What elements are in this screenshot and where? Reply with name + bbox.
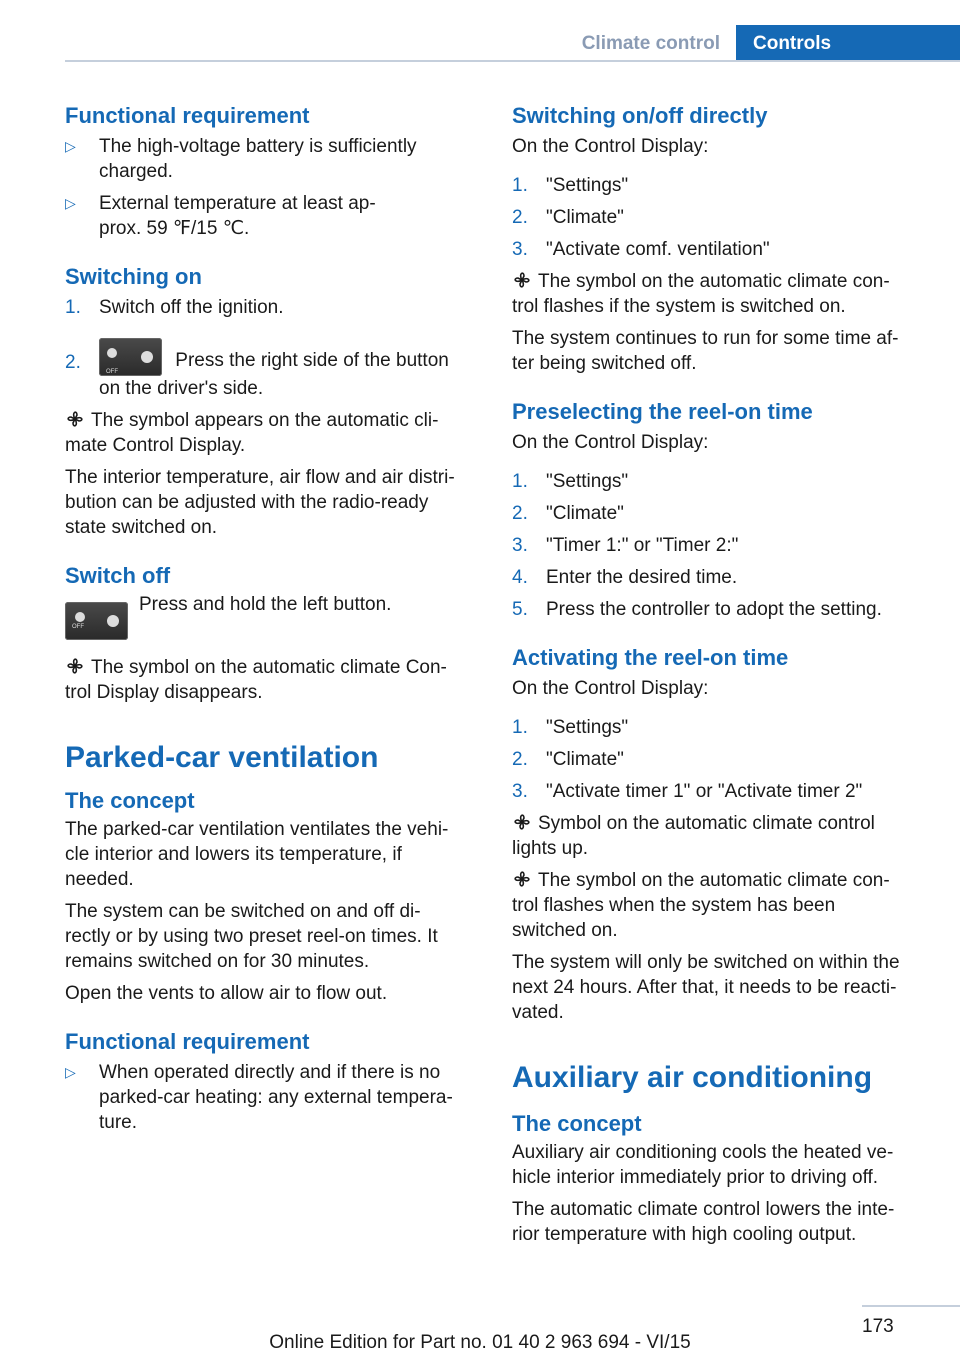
list-item: 1. "Settings" <box>512 471 629 492</box>
heading-functional-requirement: Functional requirement <box>65 103 310 128</box>
preselect-steps <box>512 469 926 622</box>
direct-steps <box>512 173 926 262</box>
fan-icon <box>512 869 532 889</box>
activate-note: The symbol on the automatic climate con‐ trol flashes when the system has been switched on. <box>512 870 890 941</box>
aux-paragraph: Auxiliary air conditioning cools the heated ve‐ hicle interior immediately prior to driving off. <box>512 1142 894 1188</box>
list-item: ▷ The high-voltage battery is sufficiently charged. <box>65 136 417 182</box>
concept-paragraph: Open the vents to allow air to flow out. <box>65 983 388 1004</box>
switch-off-note: The symbol on the automatic climate Con‐ trol Display disappears. <box>65 657 447 703</box>
fan-icon <box>512 812 532 832</box>
list-item: 3. "Timer 1:" or "Timer 2:" <box>512 535 739 556</box>
switching-on-note: The symbol appears on the automatic cli‐ mate Control Display. <box>65 410 439 456</box>
button-off-label: OFF <box>106 369 118 375</box>
triangle-bullet-icon: ▷ <box>65 1064 76 1080</box>
switch-off-row <box>65 592 477 640</box>
heading-the-concept: The concept <box>65 788 195 813</box>
list-item: 2. "Climate" <box>512 503 624 524</box>
list-item: 2. "Climate" <box>512 749 624 770</box>
page-number: 173 <box>862 1316 894 1337</box>
heading-switch-off: Switch off <box>65 563 171 588</box>
aux-paragraph: The automatic climate control lowers the inte‐ rior temperature with high cooling output. <box>512 1199 895 1245</box>
intro-text: On the Control Display: <box>512 678 709 699</box>
intro-text: On the Control Display: <box>512 432 709 453</box>
triangle-bullet-icon: ▷ <box>65 138 76 154</box>
concept-paragraph: The parked-car ventilation ventilates the vehi‐ cle interior and lowers its temperature, if needed. <box>65 819 449 890</box>
fan-icon <box>65 656 85 676</box>
list-item: 3. "Activate timer 1" or "Activate timer 2" <box>512 781 863 802</box>
requirement-list <box>65 134 477 241</box>
heading-preselecting: Preselecting the reel-on time <box>512 399 813 424</box>
heading-switching-on-off-directly: Switching on/off directly <box>512 103 768 128</box>
header-rule <box>65 60 960 62</box>
fan-icon <box>65 602 128 640</box>
list-item: 1. Switch off the ignition. <box>65 297 284 318</box>
activate-steps <box>512 715 926 804</box>
concept-paragraph: The system can be switched on and off di‐ rectly or by using two preset reel-on times. It remains switched on for 30 minutes. <box>65 901 438 972</box>
list-item: 1. "Settings" <box>512 717 629 738</box>
list-item: 1. "Settings" <box>512 175 629 196</box>
section-title: Climate control <box>581 33 720 54</box>
list-item: 5. Press the controller to adopt the setting. <box>512 599 882 620</box>
right-column <box>512 100 926 1247</box>
left-column <box>65 100 477 1135</box>
list-item: 4. Enter the desired time. <box>512 567 738 588</box>
edition-text: Online Edition for Part no. 01 40 2 963 694 - VI/15 <box>269 1332 691 1353</box>
ventilation-button-image <box>99 338 162 376</box>
page-header <box>0 25 960 62</box>
list-item: ▷ External temperature at least ap‐ prox. 59 ℉/15 ℃. <box>65 193 376 239</box>
list-item: 3. "Activate comf. ventilation" <box>512 239 770 260</box>
switch-off-text: Press and hold the left button. <box>139 594 392 615</box>
activate-note: Symbol on the automatic climate control lights up. <box>512 813 875 859</box>
heading-activating: Activating the reel-on time <box>512 645 789 670</box>
heading-functional-requirement: Functional requirement <box>65 1029 310 1054</box>
direct-note: The symbol on the automatic climate con‐ trol flashes if the system is switched on. <box>512 271 890 317</box>
chapter-tab: Controls <box>736 25 960 62</box>
list-item: 2. OFF Press the right side of the button on the driver's side. <box>65 338 477 401</box>
heading-switching-on: Switching on <box>65 264 202 289</box>
heading-the-concept: The concept <box>512 1111 642 1136</box>
activate-paragraph: The system will only be switched on within the next 24 hours. After that, it needs to be reacti‐ vated. <box>512 952 900 1023</box>
heading-parked-car-ventilation: Parked-car ventilation <box>65 741 379 774</box>
heading-auxiliary-air-conditioning: Auxiliary air conditioning <box>512 1061 873 1094</box>
intro-text: On the Control Display: <box>512 136 709 157</box>
ventilation-button-image <box>65 602 128 640</box>
list-item: 2. "Climate" <box>512 207 624 228</box>
button-off-label: OFF <box>72 624 84 630</box>
switching-on-steps <box>65 295 477 401</box>
footer-rule <box>862 1305 960 1307</box>
direct-paragraph: The system continues to run for some time af‐ ter being switched off. <box>512 328 899 374</box>
switching-on-paragraph: The interior temperature, air flow and air distri‐ bution can be adjusted with the radio-ready state switched on. <box>65 467 455 538</box>
fan-icon <box>512 270 532 290</box>
requirement-list <box>65 1060 477 1135</box>
list-item: ▷ When operated directly and if there is no parked-car heating: any external tempera‐ ture. <box>65 1062 453 1133</box>
fan-icon <box>65 409 85 429</box>
triangle-bullet-icon: ▷ <box>65 195 76 211</box>
